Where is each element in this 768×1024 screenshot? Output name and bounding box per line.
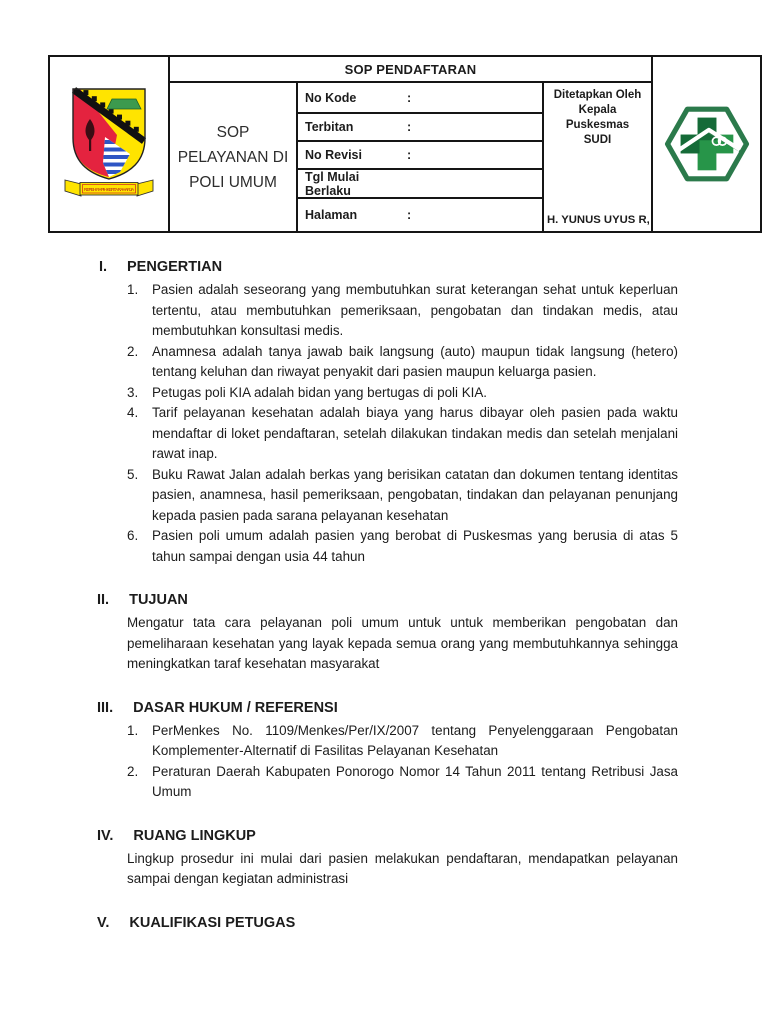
list-item-number: 6. bbox=[127, 528, 139, 543]
regency-coat-of-arms-icon bbox=[59, 83, 159, 205]
list-item-number: 1. bbox=[127, 282, 139, 297]
list-item bbox=[127, 762, 678, 803]
field-row-no-kode bbox=[298, 83, 542, 114]
approval-cell bbox=[542, 83, 651, 231]
field-row-halaman bbox=[298, 199, 542, 231]
list-item-number: 4. bbox=[127, 405, 139, 420]
header-cell-left-logo bbox=[50, 57, 170, 231]
section-body bbox=[127, 613, 678, 675]
section-pengertian bbox=[97, 257, 678, 567]
doc-title-line3: POLI UMUM bbox=[189, 173, 277, 191]
section-heading bbox=[97, 590, 678, 611]
list-item-number: 5. bbox=[127, 466, 139, 482]
document-body bbox=[97, 257, 678, 957]
field-separator: : bbox=[407, 208, 412, 222]
field-label: Tgl Mulai Berlaku bbox=[305, 169, 360, 198]
list-item-number: 2. bbox=[127, 343, 139, 359]
approval-signer-name: H. YUNUS UYUS R, bbox=[547, 214, 650, 226]
section-ruang-lingkup bbox=[97, 826, 678, 890]
section-heading bbox=[97, 826, 678, 847]
list-item-number: 1. bbox=[127, 722, 139, 738]
section-numeral: IV. bbox=[97, 827, 114, 844]
section-kualifikasi-petugas bbox=[97, 913, 678, 934]
list-item bbox=[127, 403, 678, 465]
section-numeral: III. bbox=[97, 699, 114, 716]
section-body bbox=[127, 721, 678, 803]
approval-line2: Kepala Puskesmas bbox=[565, 104, 630, 131]
section-paragraph: Lingkup prosedur ini mulai dari pasien melakukan pendaftaran, mendapatkan pelayanan sampai dengan kegiatan administrasi bbox=[127, 850, 678, 886]
approval-text bbox=[546, 88, 649, 148]
list-item-text: Anamnesa adalah tanya jawab baik langsung (auto) maupun tidak langsung (hetero) tentang keluhan dan riwayat penyakit dari pasien maupun keluarga pasien. bbox=[152, 343, 678, 379]
section-title: RUANG LINGKUP bbox=[133, 827, 256, 844]
list-item-text: Buku Rawat Jalan adalah berkas yang berisikan catatan dan dokumen tentang identitas pasien, anamnesa, hasil pemeriksaan, pengobatan, tindakan dan pelayanan penunjang kepada pasien pada sarana pelayanan kesehatan bbox=[152, 466, 678, 523]
list-item bbox=[127, 280, 678, 342]
field-separator: : bbox=[407, 120, 412, 134]
list-item-number: 3. bbox=[127, 384, 139, 400]
field-label: Halaman bbox=[305, 208, 358, 222]
list-item-text: Tarif pelayanan kesehatan adalah biaya yang harus dibayar oleh pasien pada waktu mendaftar di loket pendaftaran, setelah dilakukan tindakan medis dan setelah menjalani rawat inap. bbox=[152, 405, 678, 461]
section-title: KUALIFIKASI PETUGAS bbox=[129, 914, 296, 931]
field-separator: : bbox=[407, 90, 412, 105]
field-label: No Kode bbox=[305, 90, 357, 105]
list-item-text: Petugas poli KIA adalah bidan yang bertugas di poli KIA. bbox=[152, 384, 488, 400]
list-item bbox=[127, 721, 678, 762]
sop-header-table bbox=[48, 55, 762, 233]
list-item-number: 2. bbox=[127, 763, 139, 779]
regency-motto-text: REPEH RAPIH KERTA RAHARJA bbox=[84, 187, 134, 193]
puskesmas-logo-icon bbox=[660, 95, 754, 193]
list-item-text: Pasien poli umum adalah pasien yang berobat di Puskesmas yang berusia di atas 5 tahun sampai dengan usia 44 tahun bbox=[152, 528, 678, 564]
section-title: TUJUAN bbox=[129, 592, 188, 608]
list-item-text: PerMenkes No. 1109/Menkes/Per/IX/2007 tentang Penyelenggaraan Pengobatan Komplementer-Alternatif di Fasilitas Pelayanan Kesehatan bbox=[152, 722, 678, 758]
section-heading bbox=[97, 913, 678, 934]
section-title: PENGERTIAN bbox=[127, 259, 223, 275]
doc-title-line2: PELAYANAN DI bbox=[177, 148, 289, 166]
field-row-no-revisi bbox=[298, 142, 542, 170]
section-numeral: II. bbox=[97, 592, 110, 608]
section-numeral: V. bbox=[97, 914, 110, 931]
section-dasar-hukum bbox=[97, 698, 678, 803]
sop-table-title: SOP PENDAFTARAN bbox=[170, 57, 651, 83]
field-label: No Revisi bbox=[305, 148, 362, 162]
list-item-text: Pasien adalah seseorang yang membutuhkan surat keterangan sehat untuk keperluan tertentu, atau membutuhkan pemeriksaan, pengobatan dan tindakan medis, atau membutuhkan konsultasi medis. bbox=[152, 282, 678, 338]
header-cell-right-logo bbox=[651, 57, 760, 231]
section-heading bbox=[97, 698, 678, 719]
section-body bbox=[127, 849, 678, 890]
approval-line3: SUDI bbox=[583, 134, 612, 146]
field-separator: : bbox=[407, 148, 412, 162]
section-title: DASAR HUKUM / REFERENSI bbox=[133, 699, 338, 716]
list-item bbox=[127, 526, 678, 567]
approval-line1: Ditetapkan Oleh bbox=[553, 89, 642, 101]
list-item bbox=[127, 383, 678, 404]
list-item bbox=[127, 342, 678, 383]
section-paragraph: Mengatur tata cara pelayanan poli umum untuk untuk memberikan pengobatan dan pemeliharaan kesehatan yang layak kepada semua orang yang membutuhkannya sehingga meningkatkan taraf kesehatan masyarakat bbox=[127, 615, 678, 671]
sop-document-title bbox=[170, 83, 298, 231]
list-item-text: Peraturan Daerah Kabupaten Ponorogo Nomor 14 Tahun 2011 tentang Retribusi Jasa Umum bbox=[152, 763, 678, 799]
field-row-terbitan bbox=[298, 114, 542, 142]
section-numeral: I. bbox=[98, 259, 107, 275]
field-row-tgl-mulai-berlaku bbox=[298, 170, 542, 199]
list-item bbox=[127, 465, 678, 527]
section-body bbox=[127, 280, 678, 567]
section-tujuan bbox=[97, 590, 678, 675]
doc-title-line1: SOP bbox=[216, 123, 250, 141]
field-label: Terbitan bbox=[305, 120, 354, 134]
section-heading bbox=[97, 257, 678, 278]
